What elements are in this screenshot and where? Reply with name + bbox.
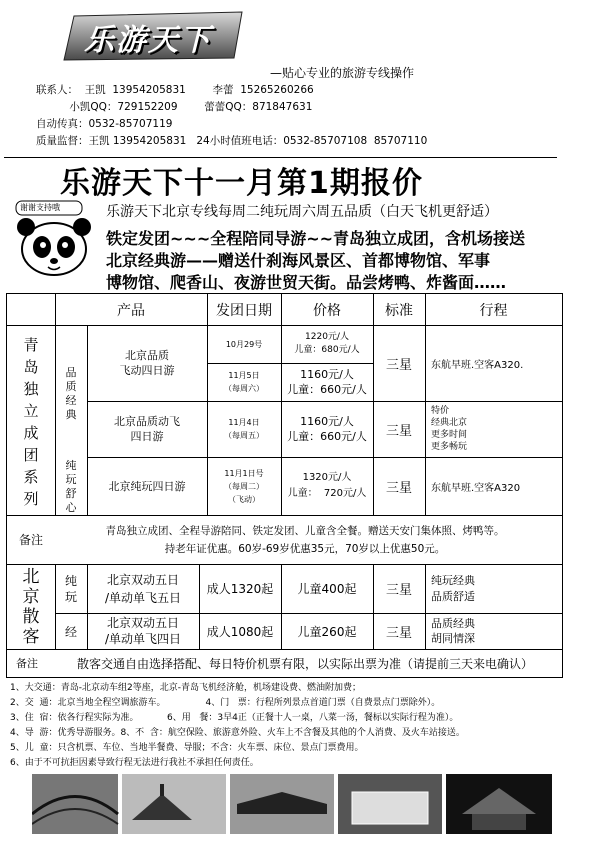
panda-label: 谢谢支持哦 [20,203,60,212]
itinerary-cell: 特价 经典北京 更多时间 更多畅玩 [431,406,468,452]
price-cell: 1220元/人 儿童：680元/人 [294,332,360,355]
price-adult: 成人1080起 [206,624,274,639]
contact-line: 质量监督：王凯 13954205831 24小时值班电话：0532-85707108 85707110 [36,135,428,147]
price-table [6,293,563,678]
price-cell: 1160元/人 儿童：660元/人 [287,415,367,443]
standard-cell: 三星 [385,423,412,439]
remark-label: 备注 [16,657,38,670]
remark-text: 青岛独立成团、全程导游陪同、铁定发团、儿童含全餐。赠送天安门集体照、烤鸭等。 持老年证优惠。60岁-69岁优惠35元，70岁以上优惠50元。 [105,524,505,555]
standard-cell: 三星 [385,480,412,496]
price-cell: 1160元/人 儿童：660元/人 [287,368,367,396]
note-line: 3、住 宿：依各行程实际为准。 6、用 餐：3早4正（正餐十人一桌，八菜一汤，餐标以实际行程为准）。 [10,713,459,723]
logo-text: 乐游天下 [84,23,212,58]
date-cell: 11月5日 （每周六） [224,371,264,393]
standard-cell: 三星 [385,357,412,373]
intro-line: 北京经典游——赠送什刹海风景区、首都博物馆、军事 [106,251,491,270]
product-cell: 北京品质动飞 四日游 [114,415,180,443]
itinerary-cell: 品质经典 胡同情深 [431,617,475,645]
note-line: 5、儿 童：只含机票、车位、当地半餐费、导服；不含：火车票、床位、景点门票费用。 [10,743,364,753]
remark-text: 散客交通自由选择搭配、每日特价机票有限，以实际出票为准（请提前三天来电确认） [76,656,533,671]
product-cell: 北京双动五日 /单动单飞五日 [104,572,182,605]
price-cell: 1320元/人 儿童： 720元/人 [287,472,367,499]
landmark-photos [32,774,552,834]
date-cell: 11月4日 （每周五） [224,418,264,440]
subgroup-classic: 经 [64,624,77,639]
panda-mascot [10,197,96,283]
company-logo [62,10,248,62]
intro-line: 乐游天下北京专线每周二纯玩周六周五品质（白天飞机更舒适） [106,204,498,220]
header-price: 价格 [313,302,341,319]
price-child: 儿童260起 [297,624,357,639]
subgroup-pure: 纯玩 [64,573,77,604]
note-line: 1、大交通：青岛-北京动车组2等座，北京-青岛飞机经济舱，机场建设费、燃油附加费； [10,683,361,693]
contact-line: 联系人： 王凯 13954205831 李蕾 15265260266 [36,84,314,96]
product-cell: 北京品质 飞动四日游 [119,349,175,377]
product-cell: 北京双动五日 /单动单飞四日 [104,616,182,646]
product-cell: 北京纯玩四日游 [108,480,186,493]
header-date: 发团日期 [216,302,272,319]
header-standard: 标准 [385,302,413,319]
note-line: 4、导 游：优秀导游服务。8、不 含：航空保险、旅游意外险、火车上不含餐及其他的个人消费、及火车站接送。 [10,728,465,738]
standard-cell: 三星 [385,583,412,598]
standard-cell: 三星 [385,625,412,641]
subgroup-quality: 品质经典 [65,366,77,421]
price-adult: 成人1320起 [206,582,274,596]
itinerary-cell: 纯玩经典 品质舒适 [431,573,475,603]
note-line: 6、由于不可抗拒因素导致行程无法进行我社不承担任何责任。 [10,758,259,768]
group-qingdao: 青岛独立成团系列 [23,335,39,508]
itinerary-cell: 东航早班.空客A320 [431,482,521,494]
slogan: —贴心专业的旅游专线操作 [270,66,415,80]
date-cell: 11月1日号 （每周二） （飞动） [224,468,264,504]
remark-label: 备注 [18,533,43,547]
itinerary-cell: 东航早班.空客A320. [431,359,524,371]
page-title: 乐游天下十一月第1期报价 [60,166,423,201]
intro-line: 博物馆、爬香山、夜游世贸天街。品尝烤鸭、炸酱面…… [106,273,507,292]
date-cell: 10月29号 [225,339,263,349]
note-line: 2、交 通：北京当地全程空调旅游车。 4、门 票：行程所列景点首道门票（自费景点门票除外）。 [10,698,441,708]
subgroup-pure: 纯玩舒心 [65,459,77,514]
intro-line: 铁定发团~~~全程陪同导游~~青岛独立成团，含机场接送 [106,229,526,248]
group-beijing: 北京散客 [22,567,40,647]
header-itinerary: 行程 [479,302,508,319]
price-child: 儿童400起 [297,582,357,596]
contact-line: 小凯QQ：729152209 蕾蕾QQ：871847631 [36,101,313,113]
contact-line: 自动传真：0532-85707119 [36,118,173,130]
header-product: 产品 [117,302,145,319]
